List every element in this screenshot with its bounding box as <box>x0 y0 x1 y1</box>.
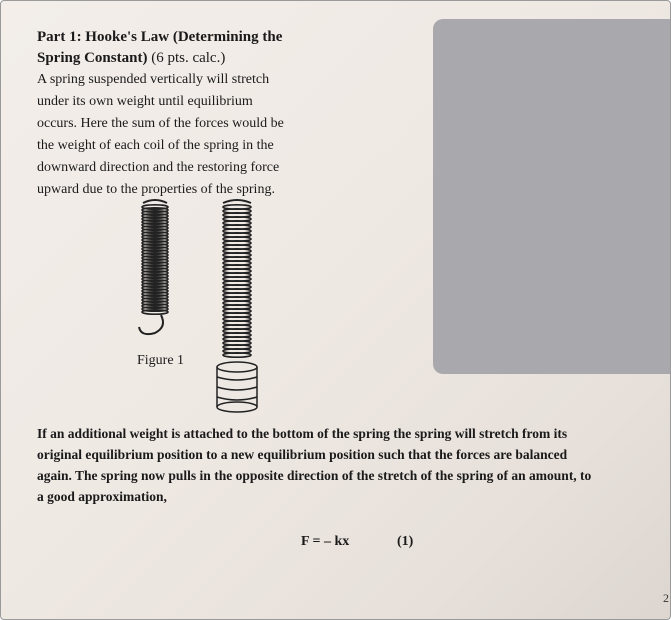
redaction-box <box>433 19 671 374</box>
body-line: original equilibrium position to a new equilibrium position such that the forces are balanced <box>37 447 568 462</box>
spring-coil <box>223 353 251 357</box>
intro-line: upward due to the properties of the spring. <box>37 182 275 197</box>
heading-points: (6 pts. calc.) <box>147 50 226 66</box>
body-line: again. The spring now pulls in the opposite direction of the stretch of the spring of an amount, to <box>37 468 592 483</box>
spring-right <box>223 200 251 357</box>
hanging-mass <box>217 362 257 412</box>
intro-line: the weight of each coil of the spring in the <box>37 138 274 153</box>
spring-left <box>139 200 168 334</box>
heading-line2-bold: Spring Constant) <box>37 50 148 66</box>
figure-caption: Figure 1 <box>137 353 185 368</box>
intro-line: downward direction and the restoring force <box>37 160 280 175</box>
equation-number: (1) <box>397 534 414 549</box>
page-number-fragment: 2 <box>663 591 669 605</box>
heading-line1: Part 1: Hooke's Law (Determining the <box>37 29 283 45</box>
body-line: a good approximation, <box>37 489 167 504</box>
spring-figure <box>113 197 283 417</box>
intro-line: A spring suspended vertically will stretch <box>37 72 270 87</box>
body-line: If an additional weight is attached to the bottom of the spring the spring will stretch from its <box>37 426 568 441</box>
section-heading <box>37 27 337 69</box>
intro-paragraph <box>37 69 337 201</box>
intro-line: under its own weight until equilibrium <box>37 94 253 109</box>
intro-line: occurs. Here the sum of the forces would be <box>37 116 284 131</box>
hookes-law-equation: F = – kx <box>301 534 350 549</box>
body-paragraph <box>37 423 671 507</box>
